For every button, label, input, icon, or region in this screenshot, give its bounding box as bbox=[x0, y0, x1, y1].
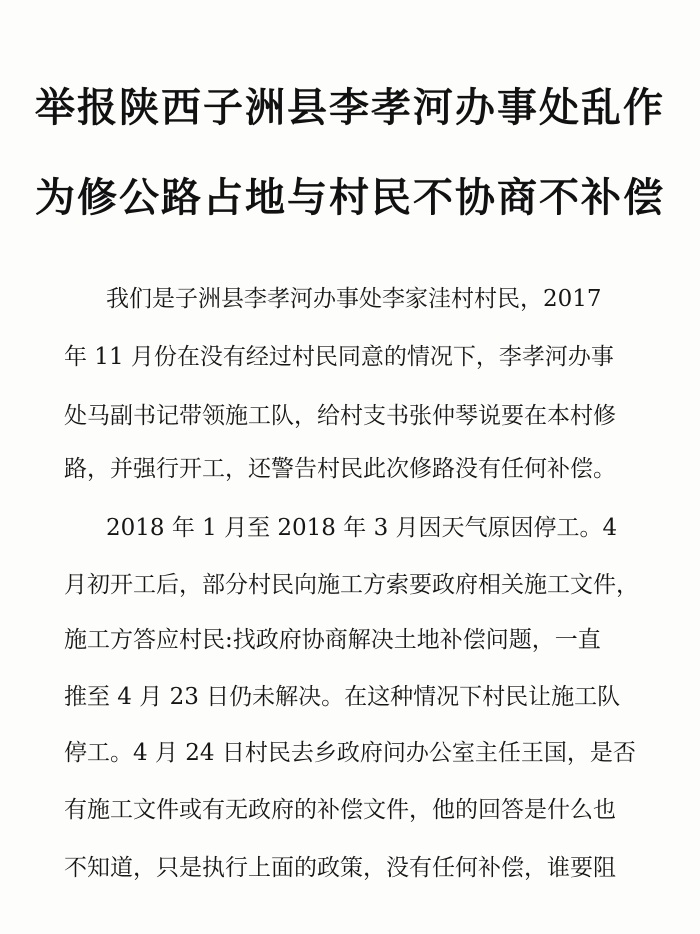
title-line-1: 举报陕西子洲县李孝河办事处乱作 bbox=[35, 84, 665, 131]
body-line-7: 施工方答应村民:找政府协商解决土地补偿问题，一直 bbox=[64, 627, 601, 653]
body-line-9: 停工。4 月 24 日村民去乡政府问办公室主任王国，是否 bbox=[64, 740, 636, 766]
body-line-10: 有施工文件或有无政府的补偿文件，他的回答是什么也 bbox=[64, 797, 616, 823]
title-line-2: 为修公路占地与村民不协商不补偿 bbox=[35, 174, 665, 221]
body-line-6: 月初开工后，部分村民向施工方索要政府相关施工文件， bbox=[64, 572, 639, 598]
body-line-5: 2018 年 1 月至 2018 年 3 月因天气原因停工。4 bbox=[106, 515, 618, 541]
body-line-2: 年 11 月份在没有经过村民同意的情况下，李孝河办事 bbox=[64, 344, 614, 370]
body-line-4: 路，并强行开工，还警告村民此次修路没有任何补偿。 bbox=[64, 456, 616, 482]
body-line-1: 我们是子洲县李孝河办事处李家洼村村民，2017 bbox=[106, 286, 602, 312]
body-line-11: 不知道，只是执行上面的政策，没有任何补偿，谁要阻 bbox=[64, 855, 616, 881]
body-line-8: 推至 4 月 23 日仍未解决。在这种情况下村民让施工队 bbox=[64, 684, 621, 710]
body-line-3: 处马副书记带领施工队，给村支书张仲琴说要在本村修 bbox=[64, 403, 616, 429]
